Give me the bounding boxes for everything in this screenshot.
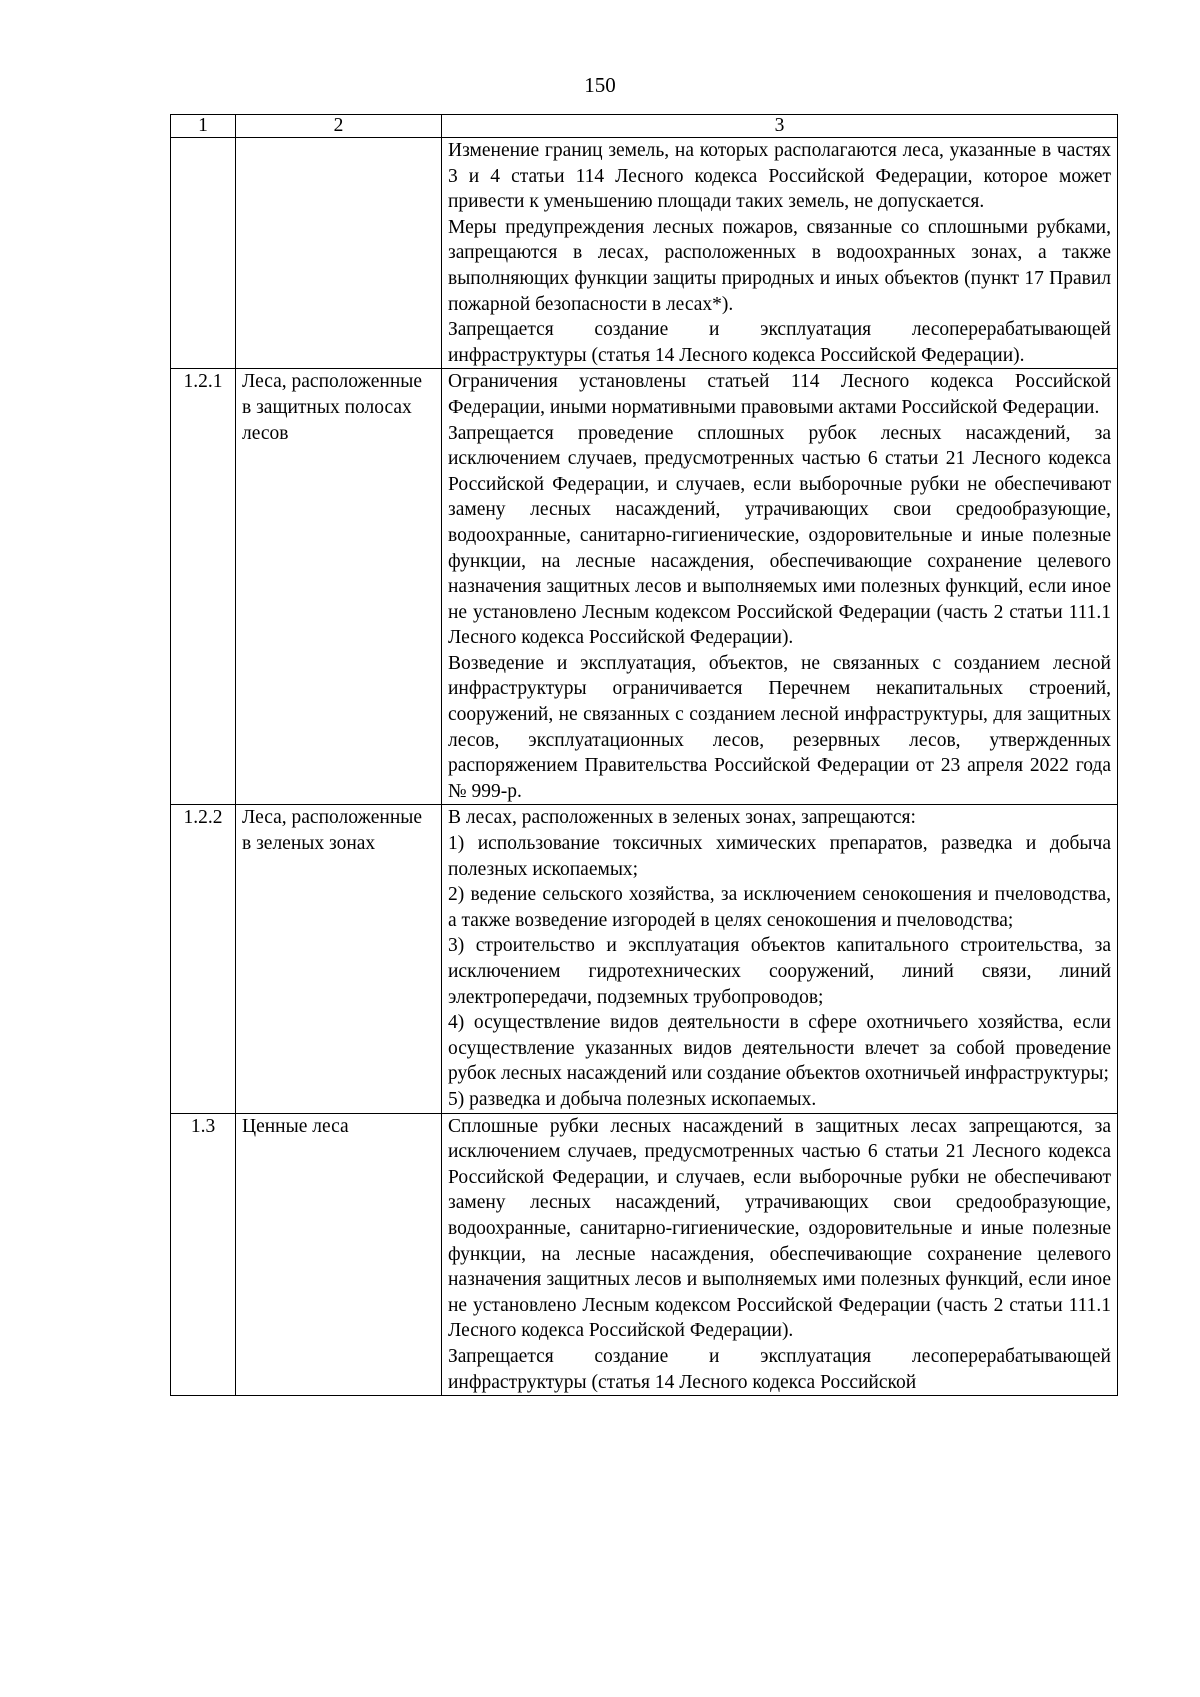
header-cell-3: 3	[442, 115, 1118, 138]
content-paragraph: Изменение границ земель, на которых располагаются леса, указанные в частях 3 и 4 статьи 114 Лесного кодекса Российской Федерации, которое может привести к уменьшению площади таких земель, не допускается.	[448, 140, 1111, 213]
content-paragraph: 4) осуществление видов деятельности в сфере охотничьего хозяйства, если осуществление указанных видов деятельности влечет за собой проведение рубок лесных насаждений или создание объектов охотничьей инфраструктуры;	[448, 1012, 1111, 1085]
table-row	[171, 805, 1118, 1113]
content-paragraph: Возведение и эксплуатация, объектов, не связанных с созданием лесной инфраструктуры ограничивается Перечнем некапитальных строений, сооружений, не связанных с созданием лесной инфраструктуры, для защитных лесов, эксплуатационных лесов, резервных лесов, утвержденных распоряжением Правительства Российской Федерации от 23 апреля 2022 года № 999-р.	[448, 652, 1111, 802]
row-category	[236, 138, 442, 369]
content-paragraph: В лесах, расположенных в зеленых зонах, запрещаются:	[448, 807, 916, 829]
row-number	[171, 138, 236, 369]
row-content	[442, 1113, 1118, 1396]
row-number: 1.3	[171, 1113, 236, 1396]
row-content	[442, 805, 1118, 1113]
content-paragraph: Ограничения установлены статьей 114 Лесного кодекса Российской Федерации, иными нормативными правовыми актами Российской Федерации.	[448, 371, 1111, 418]
table-row	[171, 1113, 1118, 1396]
table-row	[171, 138, 1118, 369]
row-content	[442, 138, 1118, 369]
content-paragraph: Запрещается создание и эксплуатация лесоперерабатывающей инфраструктуры (статья 14 Лесного кодекса Российской Федерации).	[448, 319, 1111, 366]
header-cell-1: 1	[171, 115, 236, 138]
row-number: 1.2.2	[171, 805, 236, 1113]
row-category: Леса, расположенные в зеленых зонах	[236, 805, 442, 1113]
page-number: 150	[584, 73, 616, 97]
row-category: Леса, расположенные в защитных полосах лесов	[236, 369, 442, 805]
content-paragraph: 2) ведение сельского хозяйства, за исключением сенокошения и пчеловодства, а также возведение изгородей в целях сенокошения и пчеловодства;	[448, 884, 1111, 931]
row-content	[442, 369, 1118, 805]
table-header-row	[171, 115, 1118, 138]
row-category: Ценные леса	[236, 1113, 442, 1396]
content-paragraph: 5) разведка и добыча полезных ископаемых.	[448, 1088, 817, 1110]
content-paragraph: Запрещается проведение сплошных рубок лесных насаждений, за исключением случаев, предусмотренных частью 6 статьи 21 Лесного кодекса Российской Федерации, и случаев, если выборочные рубки не обеспечивают замену лесных насаждений, утрачивающих свои средообразующие, водоохранные, санитарно-гигиенические, оздоровительные и иные полезные функции, на лесные насаждения, обеспечивающие сохранение целевого назначения защитных лесов и выполняемых ими полезных функций, если иное не установлено Лесным кодексом Российской Федерации (часть 2 статьи 111.1 Лесного кодекса Российской Федерации).	[448, 422, 1111, 649]
table-row	[171, 369, 1118, 805]
content-paragraph: Запрещается создание и эксплуатация лесоперерабатывающей инфраструктуры (статья 14 Лесного кодекса Российской	[448, 1345, 1111, 1393]
content-paragraph: 3) строительство и эксплуатация объектов капитального строительства, за исключением гидротехнических сооружений, линий связи, линий электропередачи, подземных трубопроводов;	[448, 935, 1111, 1008]
content-paragraph: Сплошные рубки лесных насаждений в защитных лесах запрещаются, за исключением случаев, предусмотренных частью 6 статьи 21 Лесного кодекса Российской Федерации, и случаев, если выборочные рубки не обеспечивают замену лесных насаждений, утрачивающих свои средообразующие, водоохранные, санитарно-гигиенические, оздоровительные и иные полезные функции, на лесные насаждения, обеспечивающие сохранение целевого назначения защитных лесов и выполняемых ими полезных функций, если иное не установлено Лесным кодексом Российской Федерации (часть 2 статьи 111.1 Лесного кодекса Российской Федерации).	[448, 1115, 1111, 1342]
content-paragraph: Меры предупреждения лесных пожаров, связанные со сплошными рубками, запрещаются в лесах, расположенных в водоохранных зонах, а также выполняющих функции защиты природных и иных объектов (пункт 17 Правил пожарной безопасности в лесах*).	[448, 216, 1111, 315]
content-paragraph: 1) использование токсичных химических препаратов, разведка и добыча полезных ископаемых;	[448, 833, 1111, 880]
regulations-table	[170, 114, 1118, 1396]
header-cell-2: 2	[236, 115, 442, 138]
row-number: 1.2.1	[171, 369, 236, 805]
